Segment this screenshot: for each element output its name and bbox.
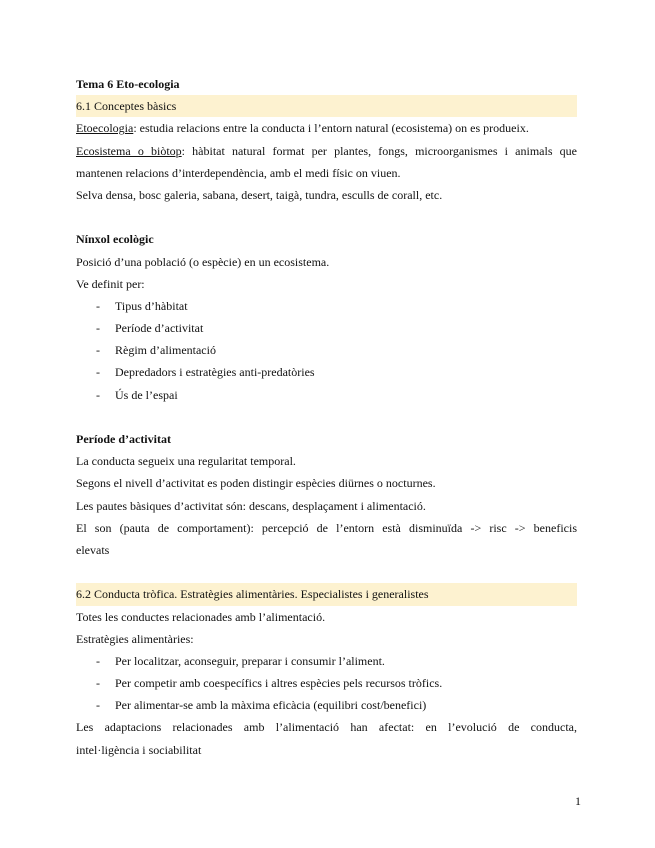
list-item: - Per competir amb coespecífics i altres espècies pels recursos tròfics. <box>96 676 443 691</box>
definition-etoecologia-text: : estudia relacions entre la conducta i l’entorn natural (ecosistema) on es produeix. <box>133 121 529 136</box>
definition-etoecologia <box>76 117 577 139</box>
ninxol-line-2: Ve definit per: <box>76 276 145 291</box>
list-item: - Per localitzar, aconseguir, preparar i consumir l’aliment. <box>96 653 385 668</box>
heading-ninxol: Nínxol ecològic <box>76 232 154 247</box>
page-number: 1 <box>575 794 581 808</box>
list-item: - Ús de l’espai <box>96 387 178 402</box>
definition-ecosistema-text-1: : hàbitat natural format per plantes, fongs, microorganismes i animals que <box>181 143 577 158</box>
list-item: - Règim d’alimentació <box>96 343 216 358</box>
definition-ecosistema <box>76 140 577 162</box>
term-ecosistema: Ecosistema o biòtop <box>76 143 182 158</box>
section2-line-1: Totes les conductes relacionades amb l’alimentació. <box>76 609 326 624</box>
periode-line-4b: elevats <box>76 542 110 557</box>
subsection-heading-6-1: 6.1 Conceptes bàsics <box>76 95 577 117</box>
list-item: - Depredadors i estratègies anti-predatòries <box>96 365 315 380</box>
periode-line-3: Les pautes bàsiques d’activitat són: descans, desplaçament i alimentació. <box>76 498 426 513</box>
periode-line-1: La conducta segueix una regularitat temporal. <box>76 454 296 469</box>
section2-line-3b: intel·ligència i sociabilitat <box>76 742 202 757</box>
heading-periode: Període d’activitat <box>76 432 171 446</box>
section2-line-2: Estratègies alimentàries: <box>76 631 194 646</box>
list-item: - Per alimentar-se amb la màxima eficàcia (equilibri cost/benefici) <box>96 698 427 713</box>
document-page <box>76 73 577 761</box>
section2-line-3a: Les adaptacions relacionades amb l’alimentació han afectat: en l’evolució de conducta, <box>76 720 577 735</box>
definition-ecosistema-text-2: mantenen relacions d’interdependència, amb el medi físic on viuen. <box>76 165 401 180</box>
chapter-title: Tema 6 Eto-ecologia <box>76 77 180 91</box>
list-item: - Període d’activitat <box>96 321 204 336</box>
term-etoecologia: Etoecologia <box>76 121 134 136</box>
list-item: - Tipus d’hàbitat <box>96 298 188 313</box>
subsection-heading-6-2: 6.2 Conducta tròfica. Estratègies alimentàries. Especialistes i generalistes <box>76 583 577 605</box>
ninxol-line-1: Posició d’una població (o espècie) en un ecosistema. <box>76 254 330 269</box>
periode-line-2: Segons el nivell d’activitat es poden distingir espècies diürnes o nocturnes. <box>76 476 436 491</box>
ecosystem-examples: Selva densa, bosc galeria, sabana, desert, taigà, tundra, esculls de corall, etc. <box>76 187 443 202</box>
periode-line-4a: El son (pauta de comportament): percepció de l’entorn està disminuïda -> risc -> beneficis <box>76 520 577 535</box>
